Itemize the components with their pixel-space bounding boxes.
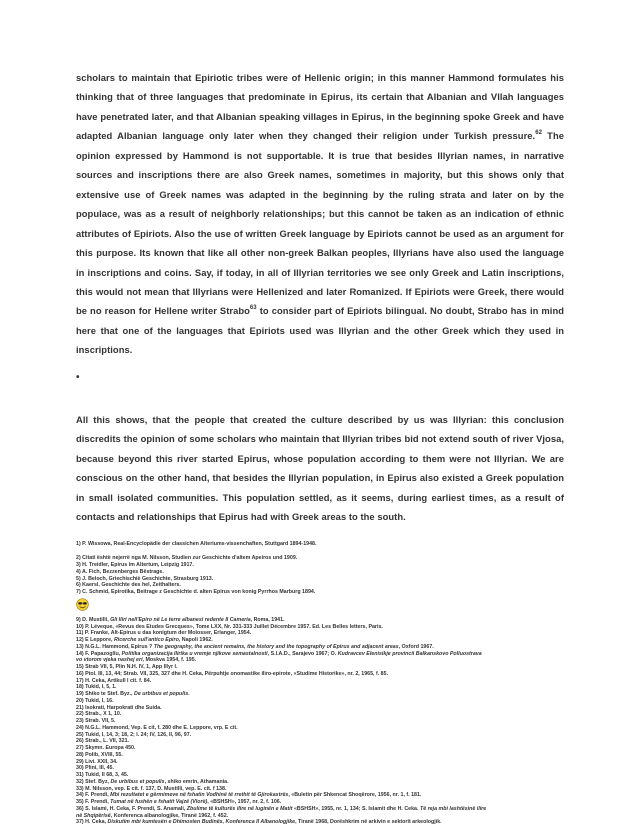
- reference-item: [76, 657, 564, 664]
- reference-text: 32) Stef. Byz,: [76, 778, 111, 785]
- reference-item: [76, 637, 564, 644]
- footnote-ref-63: 63: [249, 305, 257, 312]
- footnote-ref-62: 62: [535, 130, 542, 137]
- reference-item: 31) Tukid, II 68, 3, 45.: [76, 772, 129, 779]
- reference-title: De urbibus et populis: [110, 778, 165, 785]
- reference-item: 25) Tukid, I, 14, 3; 18, 2; I. 24; IV, 126, II, 96, 97.: [76, 731, 192, 738]
- reference-title: Ricerche sull'antico Epiro: [113, 637, 179, 644]
- reference-item: 30) Plini, III, 45.: [76, 765, 114, 772]
- reference-text: 12) E Leppore,: [76, 637, 114, 644]
- reference-text: , Tiranë 1968, Dorëshkrim në arkivin e sektorit arkeologjik.: [295, 819, 442, 826]
- paragraph-2: All this shows, that the people that created the culture described by us was Illyrian: this conclusion discredits the opinion of some scholars who maintain that Illyrian tribes bid not extend south of river Vjosa, because beyond this river started Epirus, whose population according to them were not Illyrian. We are conscious on the other hand, that besides the Illyrian population, in Epirus also existed a Greek population in small isolated communities. This population settled, as it seems, during earliest times, as a result of contacts and relationships that Epirus had with Greek areas to the south.: [76, 413, 564, 523]
- reference-title: Të reja mbi lashtësinë ilire: [419, 805, 487, 812]
- reference-text: 14) F. Papazoglîu,: [76, 650, 122, 657]
- reference-item: 5) J. Beloch, Griechischiè Geschichte, Strasburg 1913.: [76, 575, 214, 582]
- reference-item: [76, 617, 564, 624]
- reference-item: [76, 792, 564, 799]
- reference-text: 37) H. Ceka,: [76, 819, 108, 826]
- reference-text: , S.I.A.D., Sarajevo 1967; O.: [267, 650, 338, 657]
- reference-text: , Roma, 1941.: [250, 616, 285, 623]
- reference-text: 19) Shiko te Stef. Byz.,: [76, 691, 134, 698]
- reference-text: 9) D. Mustilli,: [76, 616, 111, 623]
- reference-item: [76, 651, 564, 658]
- reference-item: 2) Citati është nejerrë nga M. Nilsson, Studien zur Geschichte d'altem Apeiros und 1909.: [76, 555, 298, 562]
- reference-title: Politika organizacija Ilirika u vremje njikove semastalnosti: [121, 650, 268, 657]
- reference-item: 15) Strab VII, 5, Plin N.H. IV, 1, App Illyr I.: [76, 664, 178, 671]
- reference-item: 11) P. Franke, Alt-Epirus u das konigtum der Molosser, Erlanger, 1954.: [76, 630, 252, 637]
- reference-text: 35) F. Prendi,: [76, 799, 111, 806]
- reference-text: , Napoli 1962.: [178, 637, 213, 644]
- reference-text: «BSHSH», 1955, nr. 1, 134; S. Islamit dhe H. Ceka.: [292, 805, 420, 812]
- reference-item: 21) Isokrati, Harpokrati dhe Suida.: [76, 704, 162, 711]
- reference-text: 36) S. Islami, H. Ceka, F. Prendi, S. Anamali,: [76, 805, 187, 812]
- reference-text: , Moskva 1954, f. 195.: [142, 657, 197, 664]
- reference-item: 4) A. Fich, Bezzenberges Bëstrage.: [76, 568, 164, 575]
- reference-item: 28) Polib, XVIII, 55.: [76, 751, 123, 758]
- reference-item: [76, 799, 564, 806]
- reference-item: [76, 644, 564, 651]
- reference-item: 20) Tukid, I, 16.: [76, 697, 114, 704]
- reference-item: 1) P. Wissowa, Real-Encyclopädie der classichen Alteriums-vissenchaften, Stuttgard 1894-1948.: [76, 540, 317, 547]
- reference-text: 13) N.G.L. Hammond, Epirus ?: [76, 643, 154, 650]
- reference-text: , Oxford 1967.: [398, 643, 434, 650]
- reference-title: Mbi rezultatet e gërmimeve në fshatin Vodhinë të rrethit të Gjirokastrës: [110, 792, 289, 799]
- smiley-sunglasses-icon: [76, 598, 89, 611]
- reference-item: 17) H. Ceka, Artikull I cit. f. 84.: [76, 677, 152, 684]
- paragraph-1: [76, 68, 564, 360]
- reference-item: [76, 806, 564, 813]
- reference-title: De urbibus et populis: [134, 691, 189, 698]
- reference-item: 6) Kaersl, Geschichte des hel, Zeithalters.: [76, 582, 181, 589]
- reference-text: , shiko emrin, Athamania.: [164, 778, 229, 785]
- reference-title: Kudravcev Elenisikje provincii Balkanskovo Polluostrava: [337, 650, 482, 657]
- reference-text: , «BSHSH», 1957, nr. 2, f. 106.: [207, 799, 282, 806]
- bullet-separator: •: [76, 371, 80, 383]
- reference-title: vo vtorom vjeka nashej eri: [76, 657, 143, 664]
- reference-text: , «Buletin për Shkencat Shoqërore, 1956, nr. 1, f. 181.: [288, 792, 422, 799]
- reference-title: në Shqipërisë: [76, 812, 111, 819]
- reference-item: [76, 691, 564, 698]
- reference-title: Tumat në fushën e fshatit Vajzë (Vlorë): [110, 799, 208, 806]
- reference-item: 18) Tukid, I, 5, 1.: [76, 684, 117, 691]
- reference-item: [76, 819, 564, 826]
- reference-item: 29) Livi. XXII, 34.: [76, 758, 118, 765]
- reference-item: 16) Ptol. III, 13, 44; Strab. VII, 325, 327 dhe H. Ceka, Përpuhtje onomastike iliro-epirote, «Studime Historike», nr. 2, 1965, f. 85.: [76, 670, 389, 677]
- reference-item: 22) Strab., X 1, 10.: [76, 711, 122, 718]
- reference-text: , Konferenca albanologjike, Tiranë 1962, f. 452.: [110, 812, 229, 819]
- reference-text: 34) F. Prendi,: [76, 792, 111, 799]
- reference-item: [76, 779, 564, 786]
- reference-item: 27) Skymn. Europa 450.: [76, 745, 136, 752]
- reference-title: The geography, the ancient remains, the history and the topography of Epirus and adjacent areas: [153, 643, 399, 650]
- reference-item: 7) C. Schmid, Epirotika, Beitrage z Geschichte d. alten Epirus von konig Pyrrhos Marburg 1894.: [76, 589, 316, 596]
- reference-item: 23) Strab. VII, 5.: [76, 718, 116, 725]
- paragraph-1-text-b: The opinion expressed by Hammond is not supportable. It is true that besides Illyrian names, in narrative sources and inscriptions there are also Greek names, sometimes in majority, but this shows only that extensive use of Greek names was adapted in the beginning by the ruling strata and later on by the populace, was as a result of neighborly relationships; but this cannot be taken as an indication of ethnic attributes of Epiriots. Also the use of written Greek language by Epiriots cannot be used as an argument for this purpose. Its known that like all other non-greek Balkan peoples, Illyrians have also used the language in inscriptions and coins. Say, if today, in all of Illyrian territories we see only Greek and Latin inscriptions, this would not mean that Illyrians were Hellenized and later Romanized. If Epiriots were Greek, there would be no reason for Hellene writer Strabo: [76, 130, 564, 317]
- paragraph-1-text-c: to consider part of Epiriots bilingual. No doubt, Strabo has in mind here that one of the languages that Epiriots used was Illyrian and the other Greek which they used in inscriptions.: [76, 305, 564, 356]
- reference-title: Zbulime të kulturës ilire në luginën e Matit: [186, 805, 293, 812]
- reference-item: 33) M. Nilsson, vep. E cit. f. 137, D. Mustilli, vep. E. cit. f 138.: [76, 785, 227, 792]
- reference-item: 26) Strab., L. VII, 321.: [76, 738, 129, 745]
- reference-text: .: [188, 691, 190, 698]
- reference-item: [76, 813, 564, 820]
- references: [76, 541, 564, 826]
- page-content: [76, 68, 564, 826]
- reference-title: Gli Iliri nell'Epiro në Le terre albanesi redente II Cameria: [110, 616, 251, 623]
- reference-item: 24) N.G.L. Hammond, Vep. E cit, f. 280 dhe E. Leppore, vrp. E cit.: [76, 724, 238, 731]
- reference-title: Diskutim mbi kumtesën e Dhimosten Budinës, Konferenca II Albanologjike: [107, 819, 296, 826]
- reference-item: 3) H. Treidler, Epirus im Altertum, Leipzig 1917.: [76, 562, 194, 569]
- paragraph-1-text-a: scholars to maintain that Epiriotic tribes were of Hellenic origin; in this manner Hammond formulates his thinking that of three languages that predominate in Epirus, its certain that Albanian and Vllah languages have penetrated later, and that Albanian speaking villages in Epirus, in the beginning spoke Greek and have adapted Albanian language only later when they changed their religion under Turkish pressure.: [76, 72, 564, 142]
- reference-item: 10) P. Léveque, «Revus des Etudes Grecques», Tome LXX, Nr. 331-333 Juillet Décembre 1957. Ed. Les Belles letters, Paris.: [76, 623, 383, 630]
